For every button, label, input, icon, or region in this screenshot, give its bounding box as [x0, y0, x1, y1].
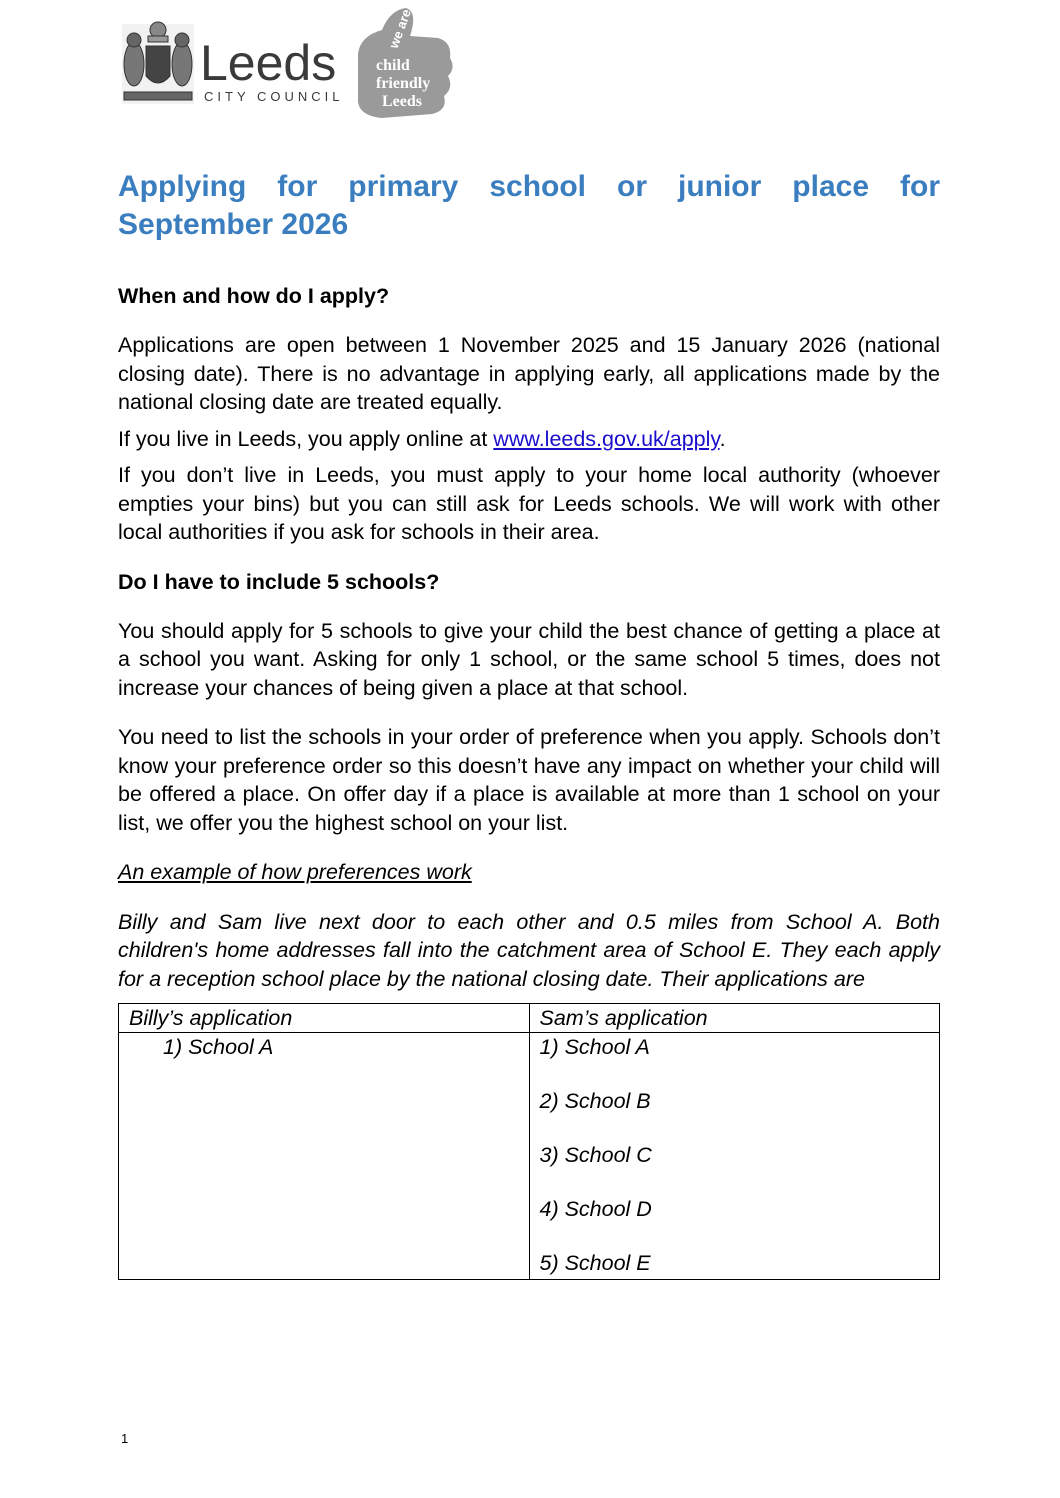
table-header-row: [119, 1004, 940, 1033]
table-header-billy: Billy’s application: [119, 1004, 530, 1033]
list-item: 3) School C: [539, 1143, 652, 1167]
section-heading-when-how: When and how do I apply?: [118, 284, 390, 308]
section-heading-five-schools: Do I have to include 5 schools?: [118, 569, 440, 594]
page-number: 1: [121, 1431, 129, 1446]
paragraph-preference-order: You need to list the schools in your order of preference when you apply. Schools don’t know your preference order so this doesn’t have any impact on whether your child will be offered a place. On offer day if a place is available at more than 1 school on your list, we offer you the highest school on your list.: [118, 725, 940, 835]
svg-text:child: child: [376, 57, 410, 74]
svg-text:we are: we are: [386, 7, 414, 51]
paragraph-apply-five: You should apply for 5 schools to give your child the best chance of getting a place at a school you want. Asking for only 1 school, or the same school 5 times, does not increase your chances of being given a place at that school.: [118, 618, 940, 700]
table-row: [119, 1033, 940, 1280]
list-item: 2) School B: [539, 1089, 651, 1113]
table-header-sam: Sam’s application: [529, 1004, 940, 1033]
logo-main-text: Leeds: [200, 35, 337, 91]
svg-text:friendly: friendly: [376, 75, 431, 92]
document-body: [118, 168, 940, 1280]
paragraph-apply-online: If you live in Leeds, you apply online at www.leeds.gov.uk/apply.: [118, 426, 726, 451]
sam-preferences: [529, 1033, 940, 1280]
billy-preferences: [119, 1033, 530, 1280]
list-item: 4) School D: [539, 1197, 652, 1221]
page-title: Applying for primary school or junior place for September 2026: [118, 170, 940, 241]
list-item: 5) School E: [539, 1251, 651, 1275]
leeds-city-council-logo: [120, 6, 460, 124]
coat-of-arms-icon: [122, 22, 194, 104]
paragraph-outside-leeds: If you don’t live in Leeds, you must apply to your home local authority (whoever empties your bins) but you can still ask for Leeds schools. We will work with other local authorities if you ask for schools in their area.: [118, 463, 940, 544]
list-item: 1) School A: [539, 1035, 650, 1059]
logo-sub-text: CITY COUNCIL: [204, 89, 344, 104]
apply-link[interactable]: www.leeds.gov.uk/apply: [493, 426, 720, 451]
paragraph-example: Billy and Sam live next door to each other and 0.5 miles from School A. Both children's home addresses fall into the catchment area of School E. They each apply for a reception school place by the national closing date. Their applications are: [118, 909, 940, 991]
child-friendly-leeds-badge-icon: [358, 7, 453, 118]
preferences-table: [118, 1003, 940, 1280]
example-heading: An example of how preferences work: [118, 860, 472, 884]
svg-text:Leeds: Leeds: [382, 93, 422, 110]
paragraph-application-dates: Applications are open between 1 November 2025 and 15 January 2026 (national closing date). There is no advantage in applying early, all applications made by the national closing date are treated equally.: [118, 333, 940, 414]
list-item: 1) School A: [163, 1035, 274, 1059]
